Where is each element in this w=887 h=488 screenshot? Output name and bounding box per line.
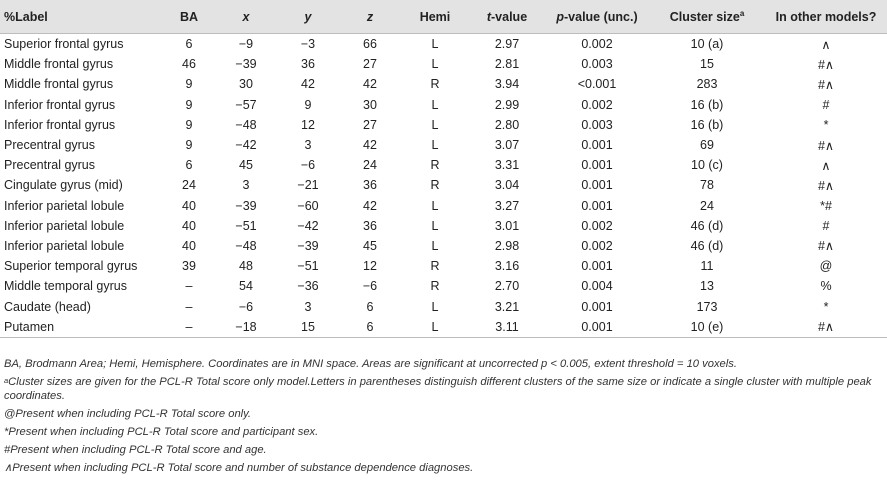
footnote-a xyxy=(4,375,884,403)
table-row xyxy=(0,155,887,175)
cell-t: 2.80 xyxy=(494,117,520,132)
cell-ba: 9 xyxy=(185,117,193,132)
table-row xyxy=(0,256,887,276)
cell-label: Putamen xyxy=(0,317,163,338)
cell-ba: – xyxy=(163,317,215,338)
cell-cluster: 46 (d) xyxy=(690,238,724,253)
cell-z: 6 xyxy=(366,299,374,314)
cell-ba: – xyxy=(185,299,193,314)
header-p: p xyxy=(556,9,564,24)
cell-hemi: L xyxy=(431,97,439,112)
cell-cluster: 10 (c) xyxy=(691,158,723,173)
cell-y: −6 xyxy=(300,158,316,173)
cell-p: 0.003 xyxy=(581,117,613,132)
cell-ba: 9 xyxy=(185,97,193,112)
cell-other: % xyxy=(820,279,832,294)
cell-x: −51 xyxy=(235,218,257,233)
cell-x: −9 xyxy=(238,37,254,52)
cell-other: ∧ xyxy=(821,158,831,173)
cell-label: Middle temporal gyrus xyxy=(4,279,127,294)
table-row xyxy=(0,196,887,216)
cell-x: −39 xyxy=(235,198,257,213)
cell-hemi: R xyxy=(430,279,440,294)
cell-y: 3 xyxy=(304,299,312,314)
footnote-a-mark: a xyxy=(4,376,9,385)
cell-z: 27 xyxy=(363,57,377,72)
table-row xyxy=(0,296,887,316)
header-label: %Label xyxy=(4,9,48,24)
cell-y: −36 xyxy=(297,279,319,294)
cell-x: −42 xyxy=(235,138,257,153)
cell-z: 30 xyxy=(363,97,377,112)
cell-other: * xyxy=(823,299,829,314)
cell-cluster: 13 xyxy=(700,279,714,294)
header-cluster-sup: a xyxy=(739,8,745,18)
cell-hemi: L xyxy=(431,238,439,253)
cell-ba: 46 xyxy=(182,57,196,72)
cell-t: 3.04 xyxy=(494,178,520,193)
cell-z: 66 xyxy=(363,37,377,52)
table-row xyxy=(0,34,887,55)
cell-y: 36 xyxy=(301,57,315,72)
cell-hemi: L xyxy=(401,317,469,338)
cell-p: 0.001 xyxy=(581,259,613,274)
table-row xyxy=(0,317,887,338)
cell-t: 3.07 xyxy=(494,138,520,153)
footnote-at: @Present when including PCL-R Total score only. xyxy=(4,408,252,420)
cell-y: 12 xyxy=(301,117,315,132)
cell-other: #∧ xyxy=(765,317,887,338)
cell-cluster: 173 xyxy=(696,299,718,314)
cell-cluster: 10 (a) xyxy=(690,37,724,52)
cell-hemi: L xyxy=(431,138,439,153)
cell-x: −57 xyxy=(235,97,257,112)
table-row xyxy=(0,135,887,155)
cell-x: 54 xyxy=(239,279,253,294)
cell-y: −39 xyxy=(297,238,319,253)
cell-cluster: 16 (b) xyxy=(690,117,724,132)
table-body xyxy=(0,34,887,338)
cell-other: ∧ xyxy=(821,37,831,52)
cell-cluster: 283 xyxy=(696,77,718,92)
cell-x: −39 xyxy=(235,57,257,72)
cell-other: #∧ xyxy=(817,57,835,72)
cell-cluster: 78 xyxy=(700,178,714,193)
header-y: y xyxy=(304,9,312,24)
cell-x: −6 xyxy=(238,299,254,314)
header-cluster: Cluster size xyxy=(669,9,740,24)
cell-hemi: R xyxy=(430,77,440,92)
header-t-value xyxy=(469,0,545,34)
cell-other: #∧ xyxy=(817,178,835,193)
cell-x: −18 xyxy=(215,317,277,338)
cell-p: 0.002 xyxy=(581,97,613,112)
table-footnotes xyxy=(4,357,884,479)
cell-t: 2.97 xyxy=(494,37,520,52)
cell-other: @ xyxy=(819,259,833,274)
cell-x: 48 xyxy=(239,259,253,274)
cell-ba: 40 xyxy=(182,238,196,253)
cell-t: 3.21 xyxy=(494,299,520,314)
cell-p: 0.002 xyxy=(581,238,613,253)
header-z: z xyxy=(366,9,374,24)
header-hemi: Hemi xyxy=(419,9,451,24)
cell-cluster: 46 (d) xyxy=(690,218,724,233)
cell-p: 0.002 xyxy=(581,37,613,52)
cell-y: −21 xyxy=(297,178,319,193)
cell-z: 24 xyxy=(363,158,377,173)
header-x: x xyxy=(242,9,250,24)
cell-cluster: 16 (b) xyxy=(690,97,724,112)
cell-label: Inferior frontal gyrus xyxy=(4,97,116,112)
cell-hemi: L xyxy=(431,218,439,233)
cell-hemi: R xyxy=(430,259,440,274)
table-row xyxy=(0,276,887,296)
footnote-hash: #Present when including PCL-R Total score and age. xyxy=(4,444,267,456)
cell-ba: – xyxy=(185,279,193,294)
header-row xyxy=(0,0,887,34)
cell-other: * xyxy=(823,117,829,132)
cell-p: 0.002 xyxy=(581,218,613,233)
cell-p: 0.001 xyxy=(545,317,649,338)
cell-z: 12 xyxy=(363,259,377,274)
cell-x: 3 xyxy=(242,178,250,193)
cell-t: 2.70 xyxy=(494,279,520,294)
cell-p: 0.001 xyxy=(581,158,613,173)
cell-t: 3.94 xyxy=(494,77,520,92)
cell-label: Precentral gyrus xyxy=(4,138,96,153)
cell-z: 42 xyxy=(363,138,377,153)
cell-ba: 24 xyxy=(182,178,196,193)
footnote-abbreviations: BA, Brodmann Area; Hemi, Hemisphere. Coordinates are in MNI space. Areas are significant at uncorrected p < 0.005, extent threshold = 10 voxels. xyxy=(4,358,737,370)
cell-other: *# xyxy=(820,198,832,213)
cell-other: #∧ xyxy=(817,77,835,92)
cell-ba: 40 xyxy=(182,198,196,213)
cell-p: 0.001 xyxy=(581,198,613,213)
cell-other: # xyxy=(822,97,830,112)
cell-p: 0.001 xyxy=(581,138,613,153)
cell-z: 45 xyxy=(363,238,377,253)
cell-label: Middle frontal gyrus xyxy=(4,57,114,72)
cell-label: Precentral gyrus xyxy=(4,158,96,173)
cell-label: Middle frontal gyrus xyxy=(4,77,114,92)
cell-x: −48 xyxy=(235,238,257,253)
cell-z: 42 xyxy=(363,77,377,92)
cell-other: #∧ xyxy=(817,239,835,254)
cell-y: −3 xyxy=(300,37,316,52)
table-row xyxy=(0,216,887,236)
cell-label: Inferior parietal lobule xyxy=(4,198,125,213)
cell-x: 30 xyxy=(239,77,253,92)
cell-hemi: L xyxy=(431,117,439,132)
cell-hemi: L xyxy=(431,57,439,72)
cell-hemi: R xyxy=(430,178,440,193)
cell-hemi: L xyxy=(431,299,439,314)
cell-label: Inferior parietal lobule xyxy=(4,238,125,253)
cell-t: 3.11 xyxy=(469,317,545,338)
cell-label: Superior frontal gyrus xyxy=(4,37,124,52)
cell-ba: 39 xyxy=(182,259,196,274)
cell-ba: 9 xyxy=(185,138,193,153)
table-row xyxy=(0,236,887,256)
cell-z: 36 xyxy=(363,218,377,233)
cell-y: 42 xyxy=(301,77,315,92)
header-ba: BA xyxy=(179,9,199,24)
cell-cluster: 15 xyxy=(700,57,714,72)
cell-y: 15 xyxy=(277,317,339,338)
cell-label: Cingulate gyrus (mid) xyxy=(4,178,123,193)
cell-ba: 9 xyxy=(185,77,193,92)
cell-p: <0.001 xyxy=(577,77,617,92)
cell-y: −51 xyxy=(297,259,319,274)
cell-ba: 40 xyxy=(182,218,196,233)
cell-hemi: L xyxy=(431,37,439,52)
cell-t: 3.31 xyxy=(494,158,520,173)
cell-ba: 6 xyxy=(185,37,193,52)
cell-z: 6 xyxy=(339,317,401,338)
cell-x: 45 xyxy=(239,158,253,173)
footnote-star: *Present when including PCL-R Total score and participant sex. xyxy=(4,426,319,438)
cell-other: # xyxy=(822,218,830,233)
table-row xyxy=(0,115,887,135)
cell-y: 9 xyxy=(304,97,312,112)
header-p-value xyxy=(545,0,649,34)
table-row xyxy=(0,74,887,94)
cell-p: 0.001 xyxy=(581,178,613,193)
cell-y: −42 xyxy=(297,218,319,233)
cell-y: 3 xyxy=(304,138,312,153)
cell-p: 0.003 xyxy=(581,57,613,72)
cell-z: 36 xyxy=(363,178,377,193)
footnote-caret: ∧Present when including PCL-R Total score and number of substance dependence diagnoses. xyxy=(4,462,474,474)
cell-hemi: R xyxy=(430,158,440,173)
header-t: t xyxy=(486,9,492,24)
cell-cluster: 10 (e) xyxy=(649,317,765,338)
cell-cluster: 24 xyxy=(700,198,714,213)
cell-cluster: 69 xyxy=(700,138,714,153)
cell-z: −6 xyxy=(362,279,378,294)
table-row xyxy=(0,175,887,195)
cell-label: Inferior frontal gyrus xyxy=(4,117,116,132)
cell-y: −60 xyxy=(297,198,319,213)
cell-x: −48 xyxy=(235,117,257,132)
cell-t: 3.27 xyxy=(494,198,520,213)
cell-z: 42 xyxy=(363,198,377,213)
cell-p: 0.004 xyxy=(581,279,613,294)
cell-other: #∧ xyxy=(817,138,835,153)
cell-z: 27 xyxy=(363,117,377,132)
table-row xyxy=(0,54,887,74)
header-cluster-size xyxy=(649,0,765,34)
cell-p: 0.001 xyxy=(581,299,613,314)
cell-t: 2.98 xyxy=(494,238,520,253)
cell-label: Superior temporal gyrus xyxy=(4,259,138,274)
cell-t: 3.01 xyxy=(494,218,520,233)
cell-t: 3.16 xyxy=(494,259,520,274)
cell-ba: 6 xyxy=(185,158,193,173)
table-row xyxy=(0,95,887,115)
header-p-suffix: -value (unc.) xyxy=(564,9,638,24)
cell-label: Inferior parietal lobule xyxy=(4,218,125,233)
cell-t: 2.81 xyxy=(494,57,520,72)
cell-label: Caudate (head) xyxy=(4,299,91,314)
cell-hemi: L xyxy=(431,198,439,213)
footnote-a-text: Cluster sizes are given for the PCL-R Total score only model.Letters in parentheses distinguish different clusters of the same size or indicate a single cluster with multiple peak coordinates. xyxy=(4,376,872,402)
cell-t: 2.99 xyxy=(494,97,520,112)
header-other-models: In other models? xyxy=(775,9,877,24)
header-t-suffix: -value xyxy=(491,9,528,24)
cell-cluster: 11 xyxy=(700,259,714,274)
